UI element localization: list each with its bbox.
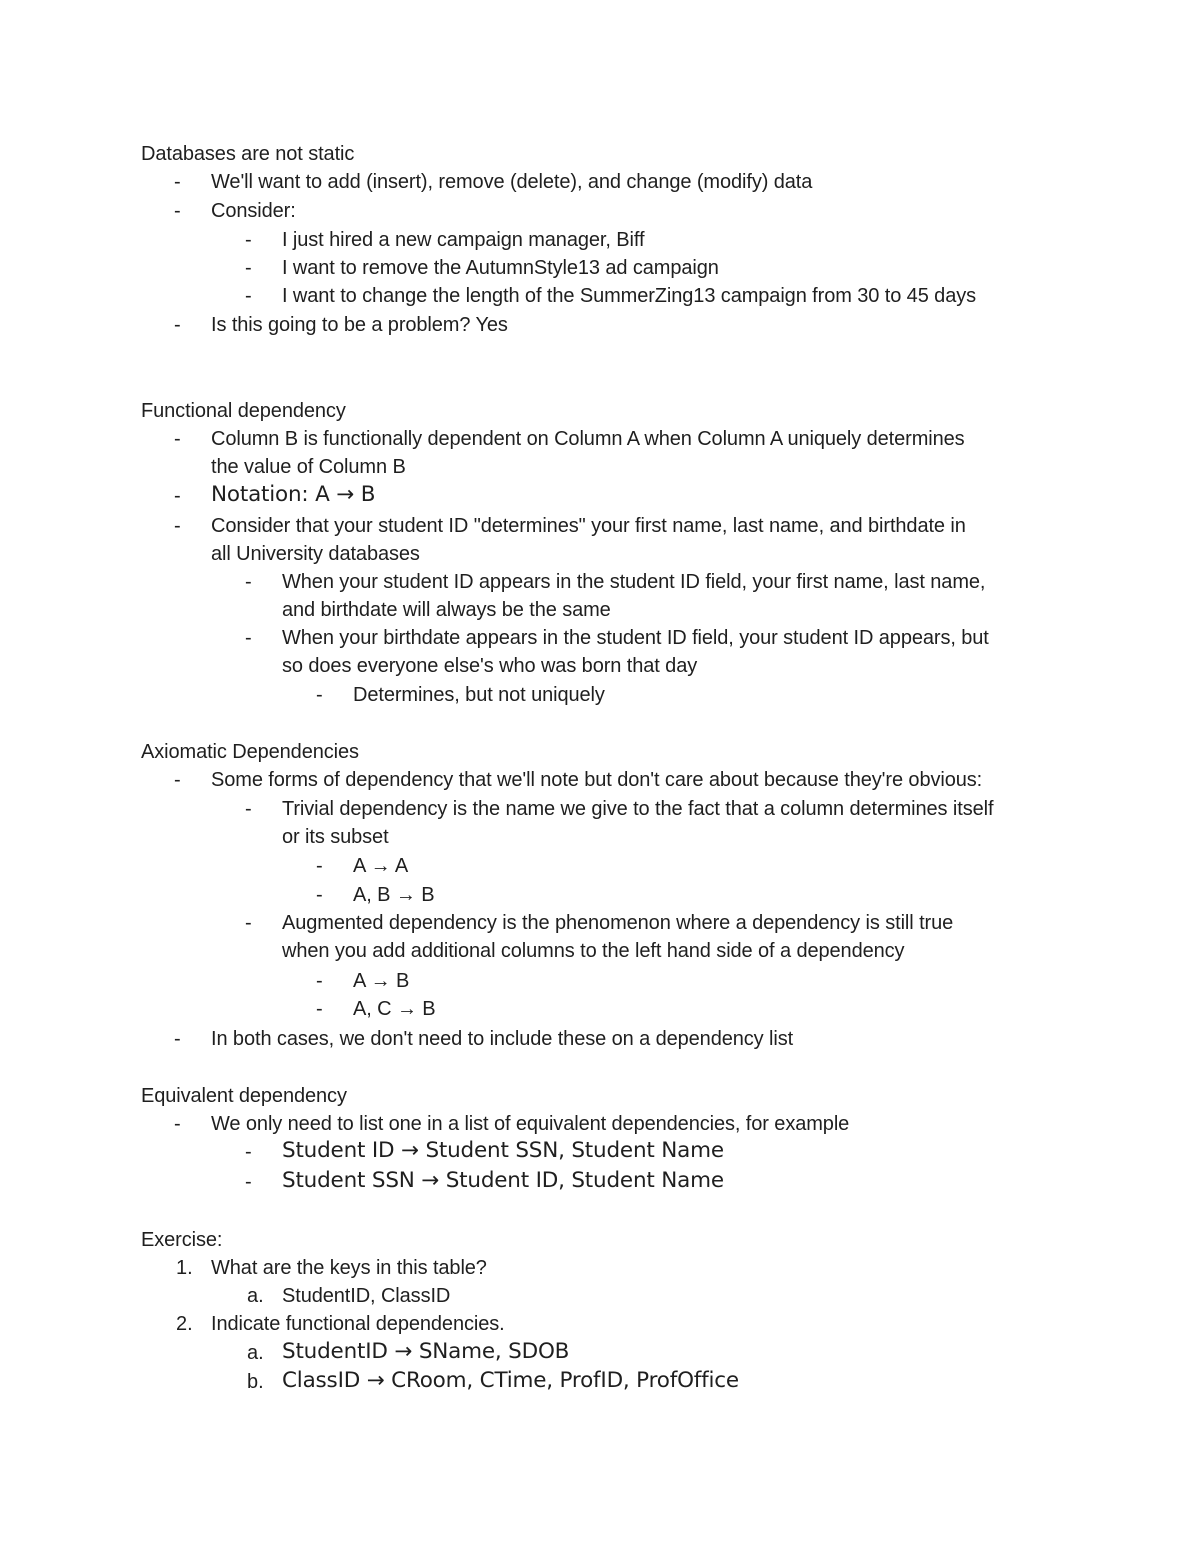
bullet-dash: -: [316, 884, 323, 906]
list-item: Some forms of dependency that we'll note but don't care about because they're obvious:: [211, 769, 983, 791]
bullet-dash: -: [245, 798, 252, 820]
list-item: Consider that your student ID "determines" your first name, last name, and birthdate in: [211, 515, 966, 537]
list-item: Is this going to be a problem? Yes: [211, 314, 508, 336]
bullet-dash: -: [174, 200, 181, 222]
list-item: I just hired a new campaign manager, Biff: [282, 229, 645, 251]
section-heading-functional-dependency: Functional dependency: [141, 400, 346, 422]
bullet-dash: -: [174, 428, 181, 450]
list-item: I want to change the length of the SummerZing13 campaign from 30 to 45 days: [282, 285, 977, 307]
list-item-continuation: so does everyone else's who was born that day: [282, 655, 698, 677]
list-item-continuation: when you add additional columns to the left hand side of a dependency: [282, 940, 905, 962]
bullet-dash: -: [316, 855, 323, 877]
list-item: When your student ID appears in the student ID field, your first name, last name,: [282, 571, 986, 593]
list-item: I want to remove the AutumnStyle13 ad campaign: [282, 257, 719, 279]
list-item-example: Student ID → Student SSN, Student Name: [282, 1138, 724, 1163]
section-heading-axiomatic-dependencies: Axiomatic Dependencies: [141, 741, 359, 763]
list-item-continuation: the value of Column B: [211, 456, 406, 478]
list-item: Determines, but not uniquely: [353, 684, 605, 706]
list-item: Column B is functionally dependent on Column A when Column A uniquely determines: [211, 428, 965, 450]
list-item-notation: Notation: A → B: [211, 482, 376, 507]
section-heading-equivalent-dependency: Equivalent dependency: [141, 1085, 347, 1107]
bullet-dash: -: [174, 1113, 181, 1135]
bullet-dash: -: [245, 285, 252, 307]
list-item-continuation: or its subset: [282, 826, 389, 848]
bullet-dash: -: [174, 171, 181, 193]
bullet-dash: -: [245, 229, 252, 251]
list-item: StudentID → SName, SDOB: [282, 1339, 570, 1364]
list-item-continuation: and birthdate will always be the same: [282, 599, 611, 621]
list-item: StudentID, ClassID: [282, 1285, 451, 1307]
list-item: Augmented dependency is the phenomenon where a dependency is still true: [282, 912, 954, 934]
bullet-dash: -: [174, 515, 181, 537]
list-item: We'll want to add (insert), remove (delete), and change (modify) data: [211, 171, 813, 193]
list-letter: b.: [247, 1371, 264, 1393]
list-item: What are the keys in this table?: [211, 1257, 487, 1279]
bullet-dash: -: [245, 912, 252, 934]
list-letter: a.: [247, 1342, 264, 1364]
list-item-example: A → B: [353, 970, 410, 992]
section-heading-exercise: Exercise:: [141, 1229, 223, 1251]
bullet-dash: -: [316, 998, 323, 1020]
bullet-dash: -: [316, 684, 323, 706]
bullet-dash: -: [245, 257, 252, 279]
section-heading-databases: Databases are not static: [141, 143, 355, 165]
list-letter: a.: [247, 1285, 264, 1307]
list-item: In both cases, we don't need to include these on a dependency list: [211, 1028, 794, 1050]
bullet-dash: -: [316, 970, 323, 992]
bullet-dash: -: [174, 769, 181, 791]
list-item: We only need to list one in a list of equivalent dependencies, for example: [211, 1113, 850, 1135]
bullet-dash: -: [174, 314, 181, 336]
list-item-example: Student SSN → Student ID, Student Name: [282, 1168, 724, 1193]
bullet-dash: -: [174, 1028, 181, 1050]
bullet-dash: -: [245, 1141, 252, 1163]
list-item: Consider:: [211, 200, 296, 222]
list-item: ClassID → CRoom, CTime, ProfID, ProfOffice: [282, 1368, 739, 1393]
list-item: Trivial dependency is the name we give to the fact that a column determines itself: [282, 798, 994, 820]
list-number: 1.: [176, 1257, 193, 1279]
list-item-continuation: all University databases: [211, 543, 420, 565]
bullet-dash: -: [245, 627, 252, 649]
bullet-dash: -: [174, 485, 181, 507]
list-item-example: A, B → B: [353, 884, 435, 906]
list-item: When your birthdate appears in the student ID field, your student ID appears, but: [282, 627, 989, 649]
list-item-example: A, C → B: [353, 998, 436, 1020]
list-item-example: A → A: [353, 855, 409, 877]
bullet-dash: -: [245, 1171, 252, 1193]
bullet-dash: -: [245, 571, 252, 593]
list-number: 2.: [176, 1313, 193, 1335]
list-item: Indicate functional dependencies.: [211, 1313, 505, 1335]
